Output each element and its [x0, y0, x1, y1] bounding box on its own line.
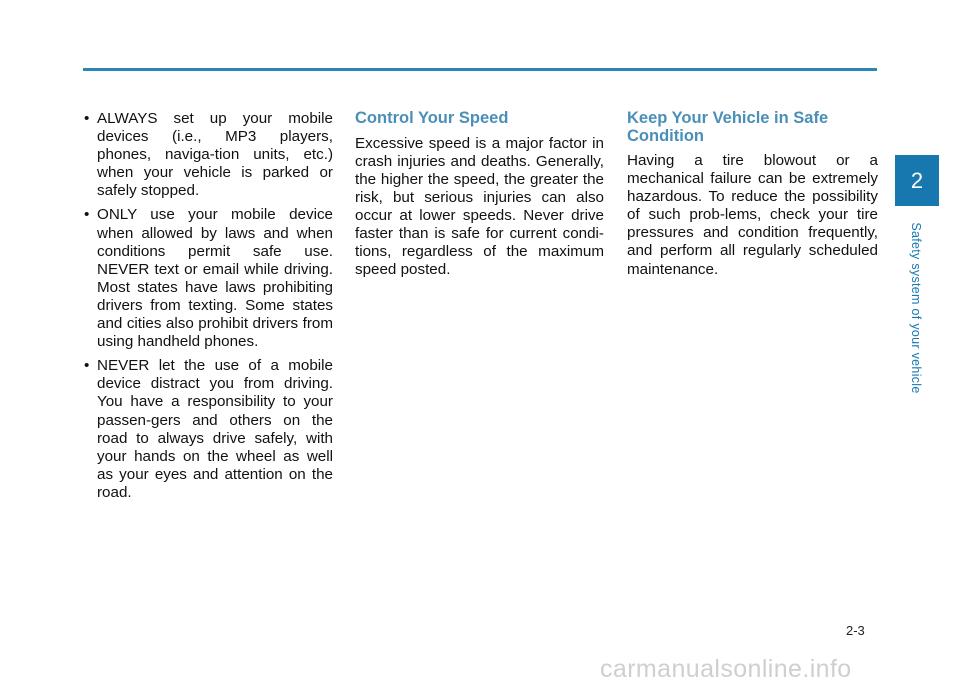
- column-left: [80, 110, 333, 508]
- chapter-title: Safety system of your vehicle: [909, 221, 923, 394]
- bullet-text: ONLY use your mobile device when allowed by laws and when conditions permit safe use. NEVER text or email while driving. Most states have laws prohibiting drivers from texting. Some states and cities also prohibit drivers from using handheld phones.: [97, 206, 333, 351]
- page-number: 2-3: [846, 623, 865, 638]
- bullet-icon: •: [84, 110, 90, 127]
- bullet-text: NEVER let the use of a mobile device distract you from driving. You have a responsibility to your passen-gers and others on the road to always drive safely, with your hands on the wheel as well as your eyes and attention on the road.: [97, 357, 333, 501]
- chapter-tab: [895, 155, 939, 206]
- section-heading-condition: Keep Your Vehicle in Safe Condition: [627, 109, 829, 145]
- section-heading-speed: Control Your Speed: [355, 109, 509, 127]
- list-item: [80, 357, 333, 502]
- bullet-icon: •: [84, 206, 90, 224]
- watermark: carmanualsonline.info: [600, 655, 852, 683]
- bullet-icon: •: [84, 357, 90, 375]
- section-body-speed: Excessive speed is a major factor in crash injuries and deaths. Generally, the higher the speed, the greater the risk, but serious injuries can also occur at lower speeds. Never drive faster than is safe for current condi-tions, regardless of the maximum speed posted.: [355, 134, 604, 279]
- column-middle: [355, 110, 604, 279]
- list-item: [80, 110, 333, 200]
- bullet-text: ALWAYS set up your mobile devices (i.e., MP3 players, phones, naviga-tion units, etc.) when your vehicle is parked or safely stopped.: [97, 110, 333, 200]
- header-rule: [83, 68, 877, 71]
- section-body-condition: Having a tire blowout or a mechanical failure can be extremely hazardous. To reduce the possibility of such prob-lems, check your tire pressures and condition frequently, and perform all regularly scheduled maintenance.: [627, 152, 878, 278]
- chapter-number: 2: [910, 167, 924, 193]
- chapter-label-container: [892, 210, 940, 405]
- column-right: [627, 110, 878, 279]
- list-item: [80, 206, 333, 351]
- bullet-list: [80, 110, 333, 502]
